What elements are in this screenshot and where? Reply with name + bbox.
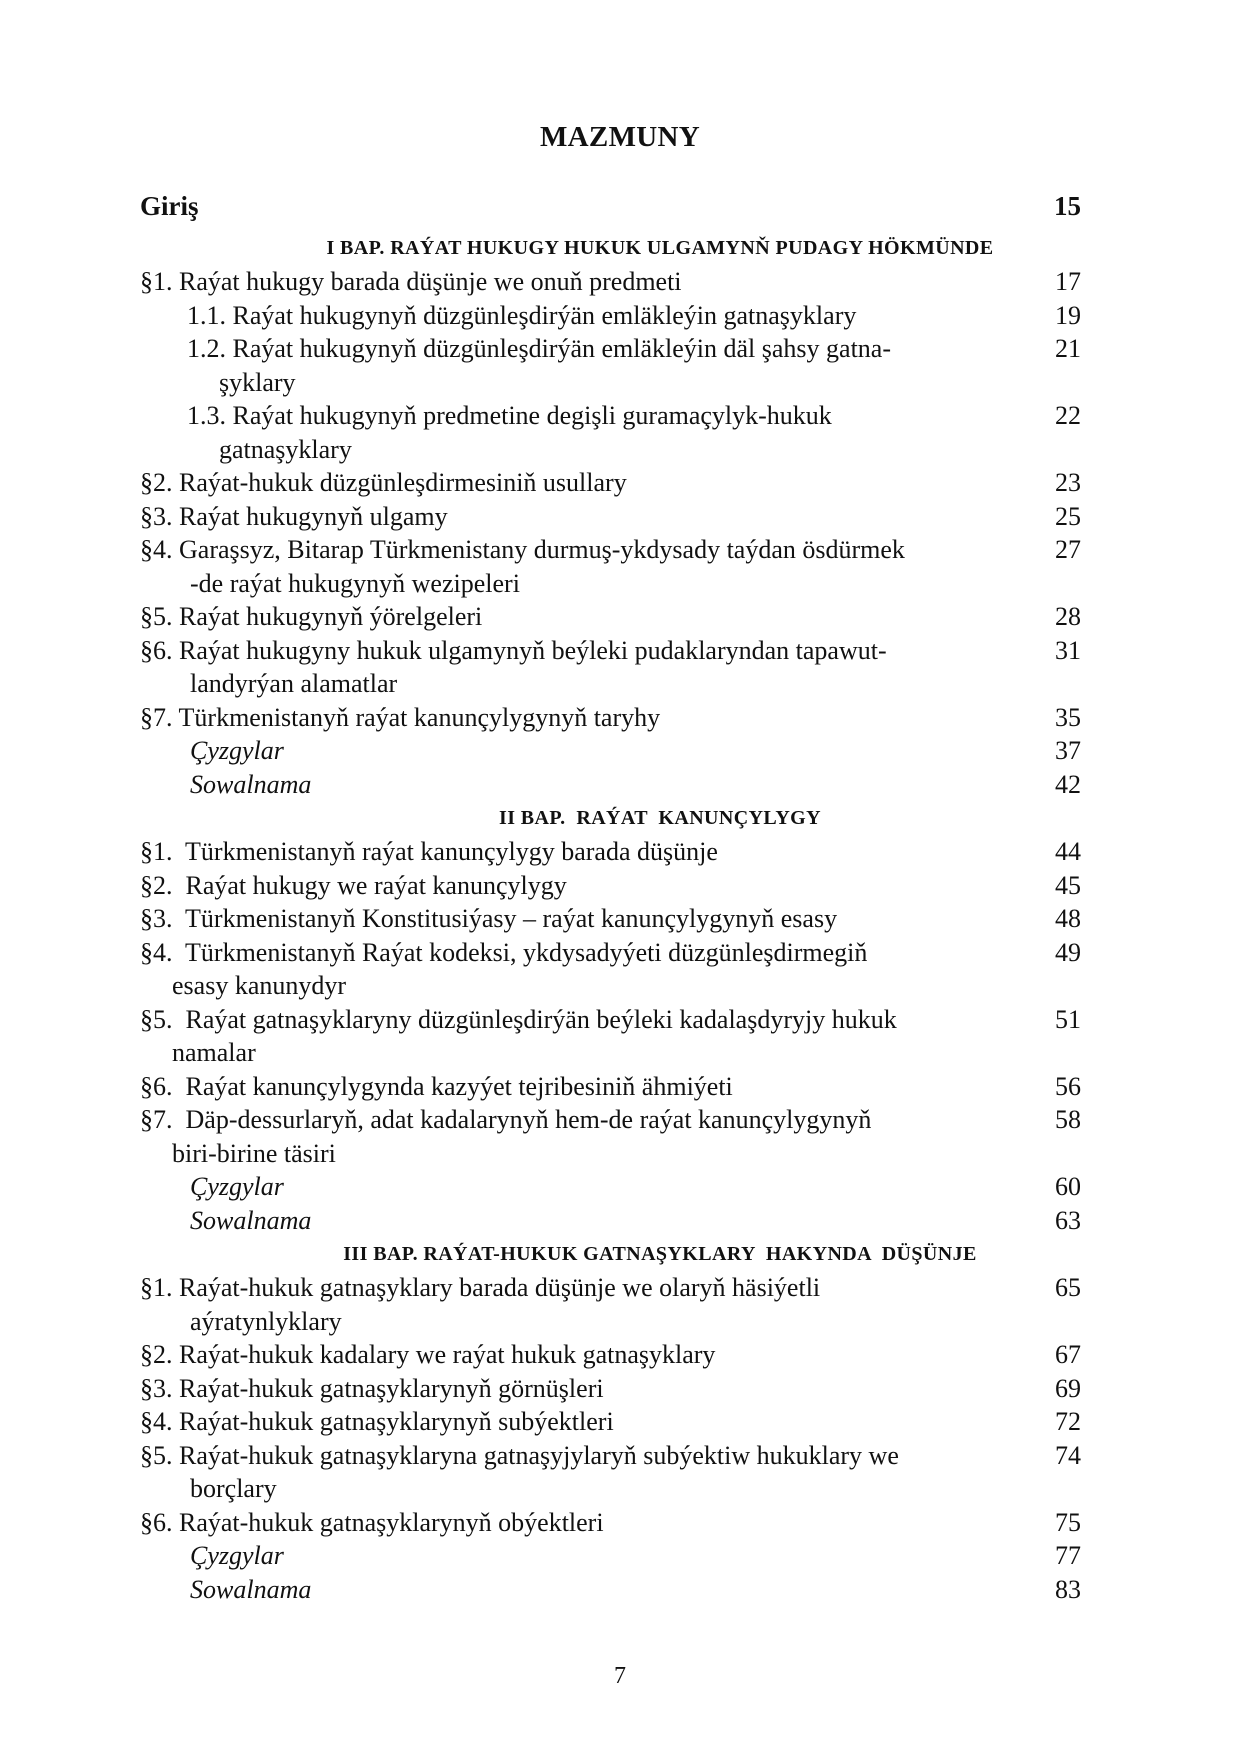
toc-entry[interactable] [0, 701, 1240, 735]
toc-entry[interactable] [0, 1506, 1240, 1540]
toc-page-number: 22 [1055, 401, 1081, 430]
toc-page-number: 65 [1055, 1273, 1081, 1302]
toc-page-number: 27 [1055, 535, 1081, 564]
toc-page-number: 19 [1055, 300, 1081, 330]
toc-page-number: 25 [1055, 501, 1081, 531]
toc-page-number: 83 [1055, 1574, 1081, 1604]
toc-entry[interactable] [0, 1070, 1240, 1104]
toc-entry-label: §3. Raýat-hukuk gatnaşyklarynyň görnüşleri [140, 1373, 604, 1403]
toc-page-number: 63 [1055, 1205, 1081, 1235]
toc-entry[interactable] [0, 1439, 1240, 1506]
toc-entry-questionnaire[interactable] [0, 1573, 1240, 1607]
toc-entry-diagrams[interactable] [0, 1170, 1240, 1204]
toc-entry-label: §7. Türkmenistanyň raýat kanunçylygynyň taryhy [140, 702, 661, 732]
toc-page-number: 15 [1054, 191, 1081, 221]
toc-entry-label: Sowalnama [190, 769, 312, 799]
toc-entry[interactable] [0, 399, 1240, 466]
toc-entry[interactable] [0, 869, 1240, 903]
toc-page-number: 60 [1055, 1172, 1081, 1201]
toc-entry[interactable] [0, 533, 1240, 600]
toc-entry-continuation: aýratynlyklary [190, 1306, 342, 1336]
toc-entry-diagrams[interactable] [0, 1539, 1240, 1573]
toc-page-number: 74 [1055, 1440, 1081, 1470]
toc-entry[interactable] [0, 466, 1240, 500]
toc-entry[interactable] [0, 835, 1240, 869]
toc-entry-label: Çyzgylar [190, 1541, 284, 1570]
toc-entry-line: §1. Raýat-hukuk gatnaşyklary barada düşünje we olaryň häsiýetli [140, 1273, 821, 1302]
toc-entry-continuation: biri-birine täsiri [172, 1138, 336, 1168]
toc-entry-label: §3. Raýat hukugynyň ulgamy [140, 501, 448, 531]
toc-page-number: 42 [1055, 769, 1081, 799]
toc-page-number: 49 [1055, 937, 1081, 967]
toc-page-number: 56 [1055, 1071, 1081, 1101]
toc-entry-label: §2. Raýat hukugy we raýat kanunçylygy [140, 870, 567, 900]
toc-page-number: 37 [1055, 736, 1081, 765]
toc-page-number: 67 [1055, 1340, 1081, 1369]
toc-entry-line: 1.3. Raýat hukugynyň predmetine degişli guramaçylyk-hukuk [187, 401, 832, 430]
toc-entry-label: §1. Türkmenistanyň raýat kanunçylygy barada düşünje [140, 837, 718, 866]
toc-entry-line: §5. Raýat-hukuk gatnaşyklaryna gatnaşyjylaryň subýektiw hukuklary we [140, 1440, 899, 1470]
toc-entry[interactable] [0, 1103, 1240, 1170]
toc-entry-continuation: landyrýan alamatlar [190, 669, 398, 698]
toc-entry[interactable] [0, 500, 1240, 534]
toc-entry-label: §5. Raýat hukugynyň ýörelgeleri [140, 602, 483, 631]
toc-page-number: 21 [1055, 334, 1081, 363]
toc-entry[interactable] [0, 299, 1240, 333]
toc-page-number: 44 [1055, 837, 1081, 866]
toc-entry-label: Çyzgylar [190, 1172, 284, 1201]
toc-entry-continuation: borçlary [190, 1474, 277, 1503]
toc-page-number: 28 [1055, 602, 1081, 631]
toc-entry-line: §6. Raýat hukugyny hukuk ulgamynyň beýleki pudaklaryndan tapawut- [140, 635, 887, 665]
toc-entry[interactable] [0, 936, 1240, 1003]
toc-page-number: 17 [1055, 267, 1081, 296]
toc-entry-line: §7. Däp-dessurlaryň, adat kadalarynyň hem-de raýat kanunçylygynyň [140, 1105, 872, 1134]
toc-entry-label: Çyzgylar [190, 736, 284, 765]
toc-entry-continuation: gatnaşyklary [219, 434, 352, 464]
toc-page-number: 72 [1055, 1407, 1081, 1436]
toc-page-number: 48 [1055, 904, 1081, 933]
toc-entry-label: §1. Raýat hukugy barada düşünje we onuň predmeti [140, 267, 682, 296]
toc-entry-label: §2. Raýat-hukuk düzgünleşdirmesiniň usullary [140, 468, 627, 497]
toc-entry[interactable] [0, 902, 1240, 936]
toc-page-number: 51 [1055, 1004, 1081, 1034]
toc-page-number: 58 [1055, 1105, 1081, 1134]
toc-page-number: 77 [1055, 1541, 1081, 1570]
toc-entry-intro[interactable] [0, 185, 1240, 227]
toc-entry-questionnaire[interactable] [0, 768, 1240, 802]
toc-entry-label: Sowalnama [190, 1205, 312, 1235]
toc-entry-label: 1.1. Raýat hukugynyň düzgünleşdirýän emläkleýin gatnaşyklary [187, 300, 857, 330]
toc-page-number: 31 [1055, 635, 1081, 665]
toc-entry[interactable] [0, 1372, 1240, 1406]
chapter-heading-1: I BAP. RAÝAT HUKUGY HUKUK ULGAMYNŇ PUDAGY HÖKMÜNDE [326, 237, 994, 259]
toc-page-number: 69 [1055, 1373, 1081, 1403]
toc-page-number: 45 [1055, 870, 1081, 900]
toc-entry-line: §4. Garaşsyz, Bitarap Türkmenistany durmuş-ykdysady taýdan ösdürmek [140, 535, 905, 564]
toc-entry-label: §6. Raýat-hukuk gatnaşyklarynyň obýektleri [140, 1507, 604, 1537]
chapter-heading-3: III BAP. RAÝAT-HUKUK GATNAŞYKLARY HAKYNDA DÜŞÜNJE [343, 1243, 977, 1265]
toc-entry-label: Sowalnama [190, 1574, 312, 1604]
toc-entry-label: §4. Raýat-hukuk gatnaşyklarynyň subýektleri [140, 1407, 614, 1436]
toc-entry-questionnaire[interactable] [0, 1204, 1240, 1238]
page-number: 7 [614, 1663, 626, 1689]
toc-entry-line: §5. Raýat gatnaşyklaryny düzgünleşdirýän beýleki kadalaşdyryjy hukuk [140, 1004, 897, 1034]
toc-page-number: 35 [1055, 702, 1081, 732]
toc-entry-label: §2. Raýat-hukuk kadalary we raýat hukuk gatnaşyklary [140, 1340, 716, 1369]
toc-entry[interactable] [0, 600, 1240, 634]
table-of-contents [0, 185, 1240, 1606]
toc-entry[interactable] [0, 634, 1240, 701]
toc-entry-continuation: şyklary [219, 367, 296, 397]
toc-entry-continuation: esasy kanunydyr [172, 971, 347, 1000]
toc-entry-label: §6. Raýat kanunçylygynda kazyýet tejribesiniň ähmiýeti [140, 1071, 733, 1101]
toc-entry[interactable] [0, 1338, 1240, 1372]
page-title: MAZMUNY [540, 121, 700, 153]
toc-entry-label: Giriş [140, 191, 199, 221]
toc-entry-diagrams[interactable] [0, 734, 1240, 768]
toc-entry[interactable] [0, 1271, 1240, 1338]
toc-entry[interactable] [0, 1003, 1240, 1070]
toc-page-number: 75 [1055, 1507, 1081, 1537]
toc-entry-line: §4. Türkmenistanyň Raýat kodeksi, ykdysadyýeti düzgünleşdirmegiň [140, 937, 868, 967]
toc-entry-label: §3. Türkmenistanyň Konstitusiýasy – raýat kanunçylygynyň esasy [140, 904, 838, 933]
toc-entry[interactable] [0, 332, 1240, 399]
toc-entry-continuation: namalar [172, 1038, 256, 1067]
toc-entry-line: 1.2. Raýat hukugynyň düzgünleşdirýän emläkleýin däl şahsy gatna- [187, 334, 892, 363]
toc-page-number: 23 [1055, 468, 1081, 497]
toc-entry-continuation: -de raýat hukugynyň wezipeleri [190, 568, 520, 598]
toc-entry[interactable] [0, 1405, 1240, 1439]
chapter-heading-2: II BAP. RAÝAT KANUNÇYLYGY [499, 807, 821, 829]
toc-entry[interactable] [0, 265, 1240, 299]
